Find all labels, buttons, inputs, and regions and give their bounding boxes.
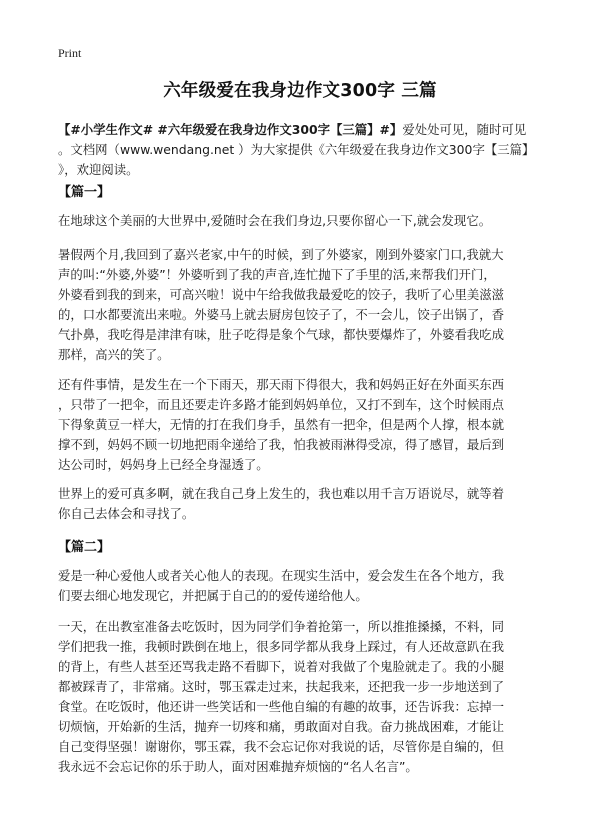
paragraph-line: 学们把我一推，我顿时跌倒在地上，很多同学都从我身上踩过，有人还故意趴在我 [58,639,505,654]
intro-line: 。文档网（www.wendang.net ）为大家提供《六年级爱在我身边作文300字【三篇】 [58,142,535,157]
intro-line: 》，欢迎阅读。 [58,162,139,177]
print-link[interactable]: Print [58,46,82,60]
paragraph-line: 下得象黄豆一样大，无情的打在我们身手，虽然有一把伞，但是两个人撑，根本就 [58,417,505,432]
paragraph-line: ，只带了一把伞，而且还要走许多路才能到妈妈单位，又打不到车，这个时候雨点 [58,397,505,412]
paragraph-line: 外婆看到我的到来，可高兴啦！说中午给我做我最爱吃的饺子，我听了心里美滋滋 [58,287,505,302]
intro-tags: 【#小学生作文# #六年级爱在我身边作文300字【三篇】#】 [58,122,403,137]
paragraph-line: 声的叫:“外婆,外婆”！外婆听到了我的声音,连忙抛下了手里的活,来帮我们开门， [58,267,496,282]
paragraph [58,566,548,606]
paragraph [58,211,548,231]
paragraph [58,617,548,777]
paragraph-line: 一天，在出教室准备去吃饭时，因为同学们争着抢第一，所以推推搡搡，不料，同 [58,619,505,634]
paragraph-line: 的背上，有些人甚至还骂我走路不看脚下，说着对我做了个鬼脸就走了。我的小腿 [58,659,505,674]
intro-line [58,120,548,140]
section-heading-1: 【篇一】 [58,185,111,200]
intro-text: 爱处处可见，随时可见 [402,122,527,137]
paragraph [58,484,548,524]
paragraph-line: 气扑鼻，我吃得是津津有味，肚子吃得是象个气球，都快要爆炸了，外婆看我吃成 [58,327,505,342]
paragraph [58,245,548,365]
intro-paragraph [58,120,548,180]
paragraph-line: 世界上的爱可真多啊，就在我自己身上发生的，我也难以用千言万语说尽，就等着 [58,486,505,501]
paragraph-line: 切烦恼，开始新的生活，抛弃一切疼和痛，勇敢面对自我。奋力挑战困难，才能让 [58,719,505,734]
paragraph-line: 你自己去体会和寻找了。 [58,506,195,521]
section-heading-2: 【篇二】 [58,540,111,555]
paragraph-line: 那样，高兴的笑了。 [58,347,170,362]
paragraph-line: 我永远不会忘记你的乐于助人，面对困难抛弃烦恼的“名人名言”。 [58,759,418,774]
paragraph-line: 暑假两个月,我回到了嘉兴老家,中午的时候，到了外婆家，刚到外婆家门口,我就大 [58,247,504,262]
paragraph-line: 在地球这个美丽的大世界中,爱随时会在我们身边,只要你留心一下,就会发现它。 [58,213,492,228]
paragraph-line: 自己变得坚强！谢谢你，鄂玉霖，我不会忘记你对我说的话，尽管你是自编的，但 [58,739,505,754]
paragraph-line: 达公司时，妈妈身上已经全身湿透了。 [58,457,269,472]
paragraph-line: 撑不到，妈妈不顾一切地把雨伞递给了我，怕我被雨淋得受凉，得了感冒，最后到 [58,437,505,452]
paragraph-line: 们要去细心地发现它，并把属于自己的的爱传递给他人。 [58,588,368,603]
paragraph-line: 食堂。在吃饭时，他还讲一些笑话和一些他自编的有趣的故事，还告诉我：忘掉一 [58,699,505,714]
paragraph-line: 还有件事情，是发生在一个下雨天，那天雨下得很大，我和妈妈正好在外面买东西 [58,377,505,392]
paragraph-line: 爱是一种心爱他人或者关心他人的表现。在现实生活中，爱会发生在各个地方，我 [58,568,505,583]
page-title: 六年级爱在我身边作文300字 三篇 [163,81,437,101]
paragraph-line: 的，口水都要流出来啦。外婆马上就去厨房包饺子了，不一会儿，饺子出锅了，香 [58,307,505,322]
paragraph [58,375,548,475]
paragraph-line: 都被踩青了，非常痛。这时，鄂玉霖走过来，扶起我来，还把我一步一步地送到了 [58,679,505,694]
